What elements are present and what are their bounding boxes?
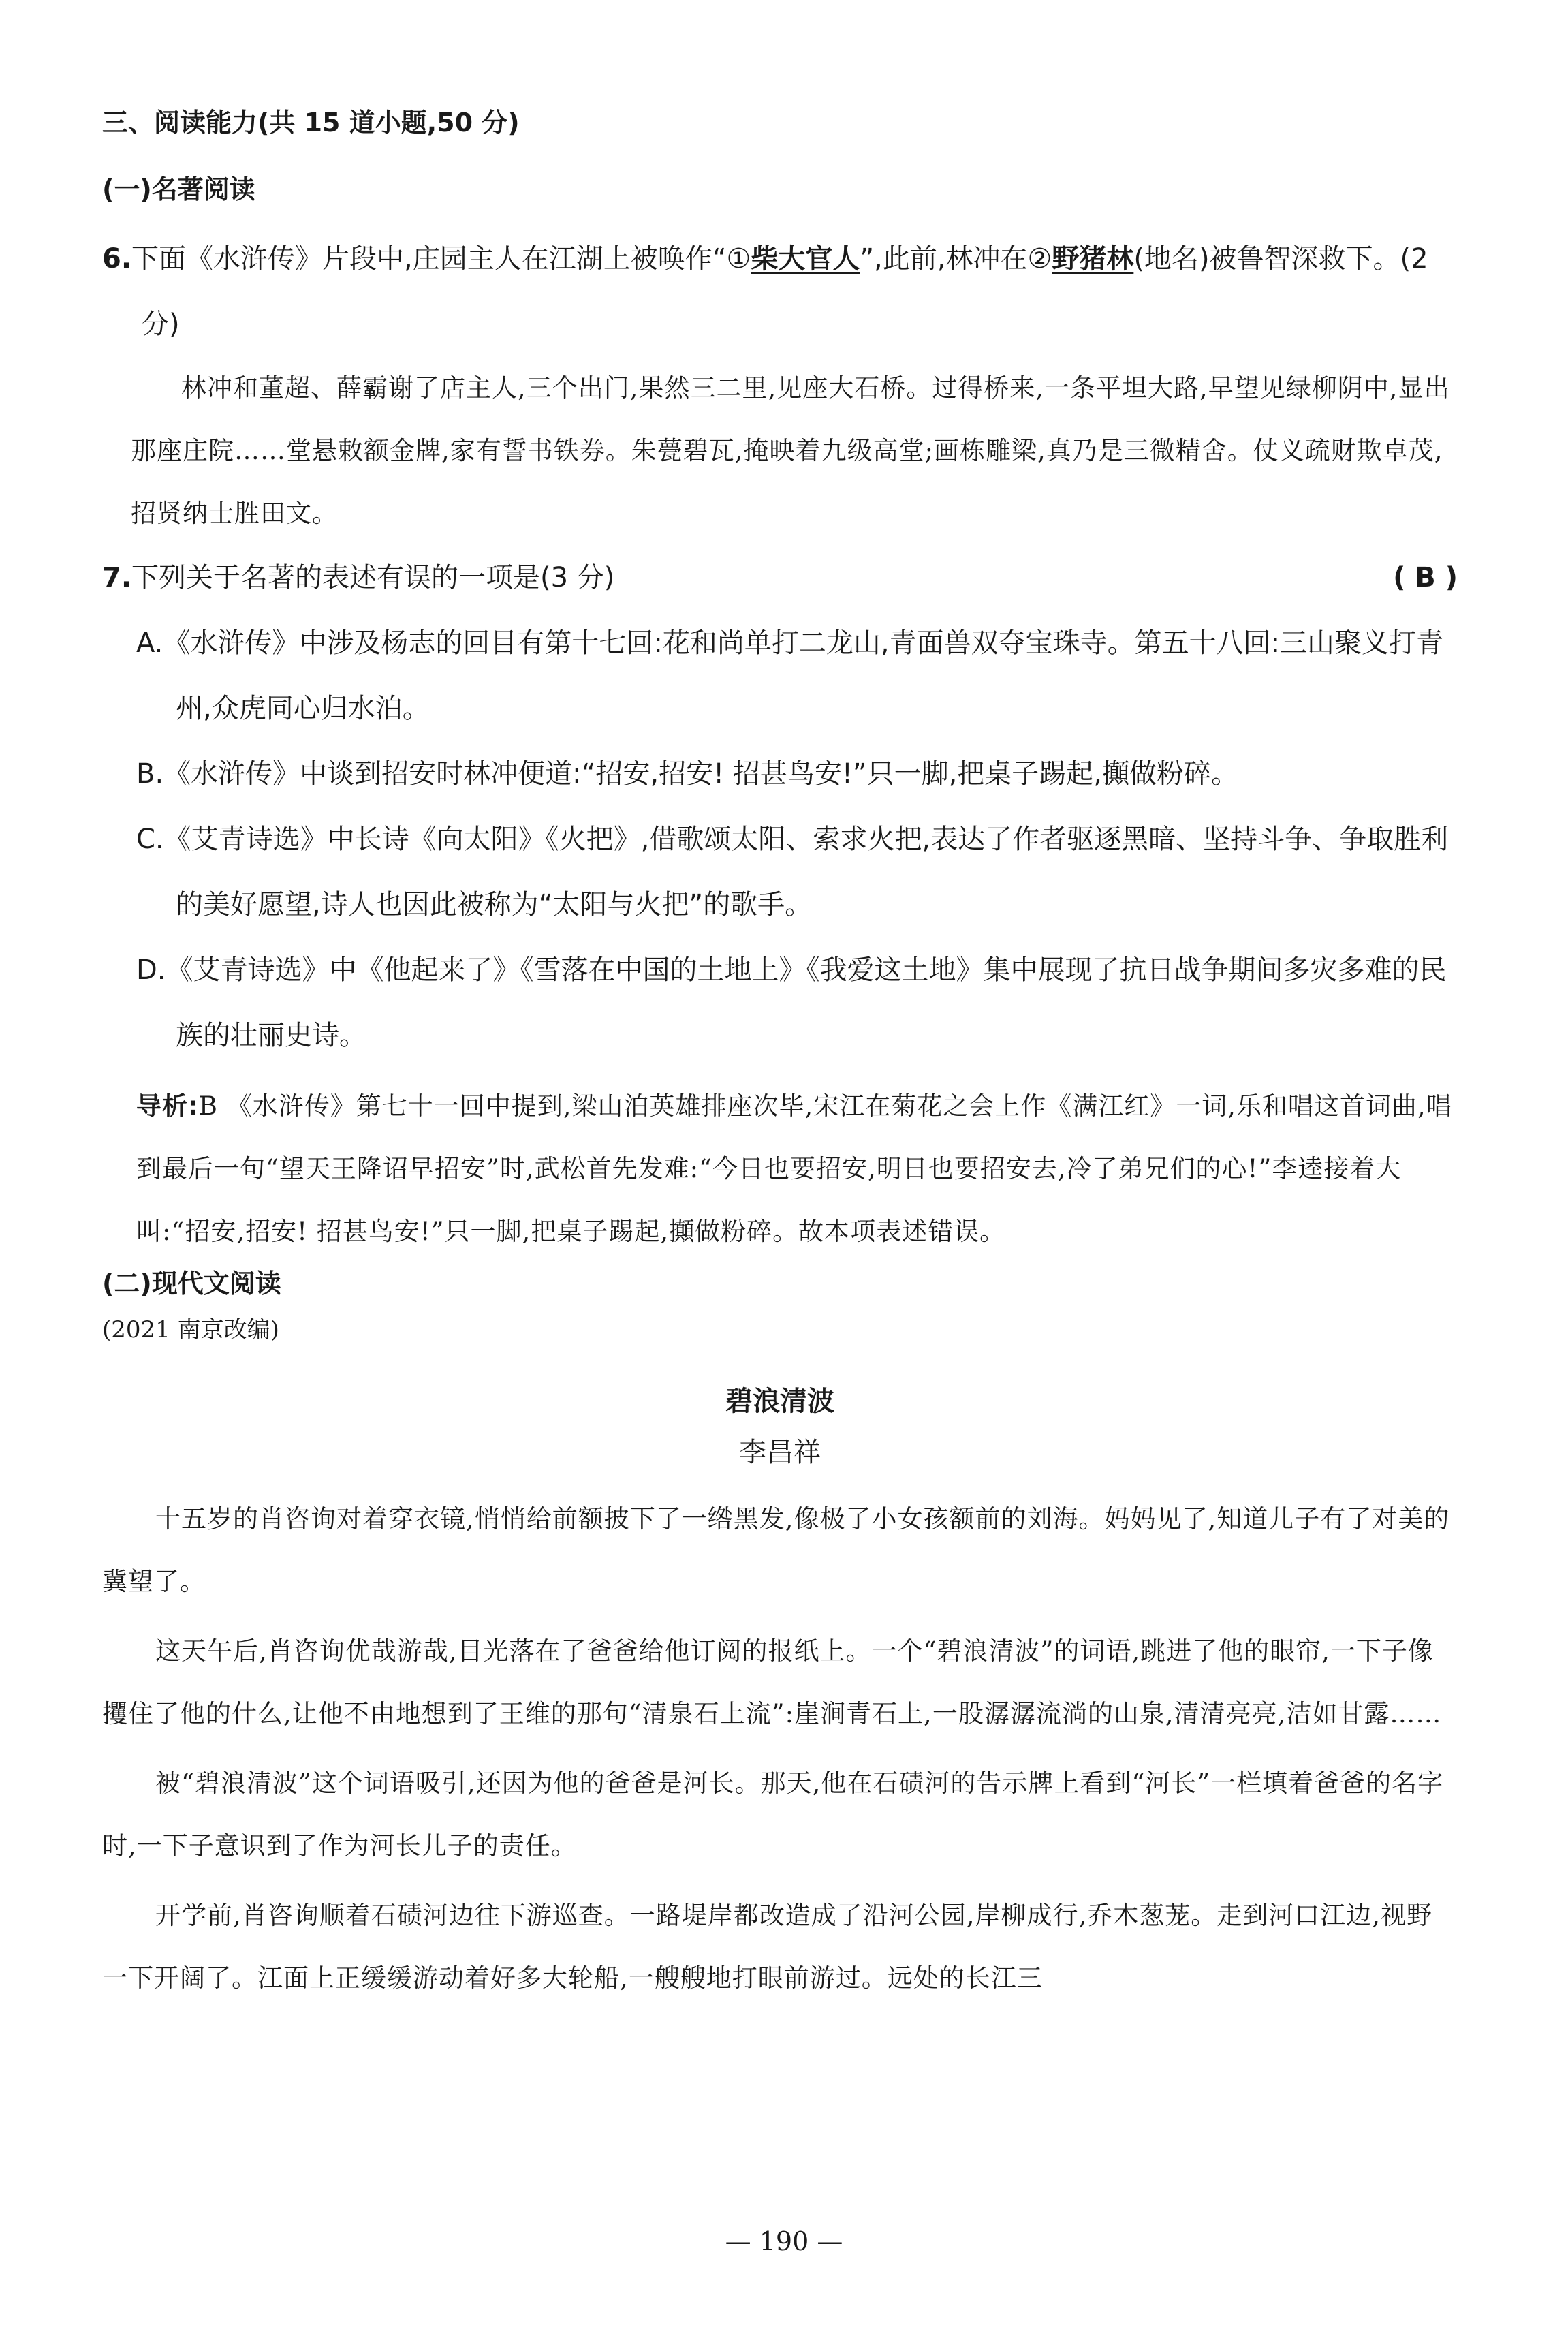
question-6-text-after: (地名)被鲁智深救下。(2 分) bbox=[142, 243, 1428, 340]
question-6-blank-2: 野猪林 bbox=[1052, 243, 1134, 275]
article-paragraph-2: 这天午后,肖咨询优哉游哉,目光落在了爸爸给他订阅的报纸上。一个“碧浪清波”的词语,跳进了他的眼帘,一下子像攫住了他的什么,让他不由地想到了王维的那句“清泉石上流”:崖涧青石上,一股潺潺流淌的山泉,清清亮亮,洁如甘露…… bbox=[102, 1636, 1442, 1728]
question-7-answer: ( B ) bbox=[1393, 562, 1458, 593]
question-7-number: 7. bbox=[102, 562, 132, 593]
article-paragraph-1: 十五岁的肖咨询对着穿衣镜,悄悄给前额披下了一绺黑发,像极了小女孩额前的刘海。妈妈见了,知道儿子有了对美的冀望了。 bbox=[102, 1504, 1450, 1596]
option-d: D.《艾青诗选》中《他起来了》《雪落在中国的土地上》《我爱这土地》集中展现了抗日战争期间多灾多难的民族的壮丽史诗。 bbox=[136, 954, 1447, 1051]
question-7-guide bbox=[136, 1075, 1458, 1263]
question-6-number: 6. bbox=[102, 243, 132, 275]
section-heading: 三、阅读能力(共 15 道小题,50 分) bbox=[102, 108, 520, 138]
page-number: — 190 — bbox=[725, 2226, 843, 2256]
part2-heading: (二)现代文阅读 bbox=[102, 1269, 281, 1298]
question-7-text: 下列关于名著的表述有误的一项是(3 分) bbox=[131, 562, 615, 593]
question-6-text-before: 下面《水浒传》片段中,庄园主人在江湖上被唤作“① bbox=[131, 243, 751, 275]
guide-label: 导析: bbox=[136, 1091, 199, 1121]
article-author: 李昌祥 bbox=[739, 1437, 821, 1468]
page-content bbox=[102, 89, 1458, 2269]
question-6-blank-1: 柴大官人 bbox=[751, 243, 860, 275]
guide-text: B 《水浒传》第七十一回中提到,梁山泊英雄排座次毕,宋江在菊花之会上作《满江红》一词,乐和唱这首词曲,唱到最后一句“望天王降诏早招安”时,武松首先发难:“今日也要招安,明日也要招安去,冷了弟兄们的心!”李逵接着大叫:“招安,招安! 招甚鸟安!”只一脚,把桌子踢起,攧做粉碎。故本项表述错误。 bbox=[136, 1091, 1452, 1246]
option-a: A.《水浒传》中涉及杨志的回目有第十七回:花和尚单打二龙山,青面兽双夺宝珠寺。第五十八回:三山聚义打青州,众虎同心归水泊。 bbox=[136, 627, 1444, 724]
question-6 bbox=[102, 226, 1458, 357]
question-6-passage: 林冲和董超、薛霸谢了店主人,三个出门,果然三二里,见座大石桥。过得桥来,一条平坦大路,早望见绿柳阴中,显出那座庄院……堂悬敕额金牌,家有誓书铁券。朱甍碧瓦,掩映着九级高堂;画栋雕梁,真乃是三微精舍。仗义疏财欺卓茂,招贤纳士胜田文。 bbox=[131, 373, 1450, 528]
question-7 bbox=[102, 545, 1458, 610]
part1-heading: (一)名著阅读 bbox=[102, 174, 255, 204]
article-title: 碧浪清波 bbox=[725, 1386, 834, 1417]
option-b: B.《水浒传》中谈到招安时林冲便道:“招安,招安! 招甚鸟安!”只一脚,把桌子踢起,攧做粉碎。 bbox=[136, 758, 1239, 790]
source-note: (2021 南京改编) bbox=[102, 1316, 279, 1343]
question-6-text-mid: ”,此前,林冲在② bbox=[860, 243, 1052, 275]
option-c: C.《艾青诗选》中长诗《向太阳》《火把》,借歌颂太阳、索求火把,表达了作者驱逐黑暗、坚持斗争、争取胜利的美好愿望,诗人也因此被称为“太阳与火把”的歌手。 bbox=[136, 824, 1449, 920]
article-paragraph-4: 开学前,肖咨询顺着石碛河边往下游巡查。一路堤岸都改造成了沿河公园,岸柳成行,乔木葱茏。走到河口江边,视野一下开阔了。江面上正缓缓游动着好多大轮船,一艘艘地打眼前游过。远处的长江三 bbox=[102, 1901, 1433, 1993]
article-paragraph-3: 被“碧浪清波”这个词语吸引,还因为他的爸爸是河长。那天,他在石碛河的告示牌上看到“河长”一栏填着爸爸的名字时,一下子意识到了作为河长儿子的责任。 bbox=[102, 1769, 1444, 1861]
